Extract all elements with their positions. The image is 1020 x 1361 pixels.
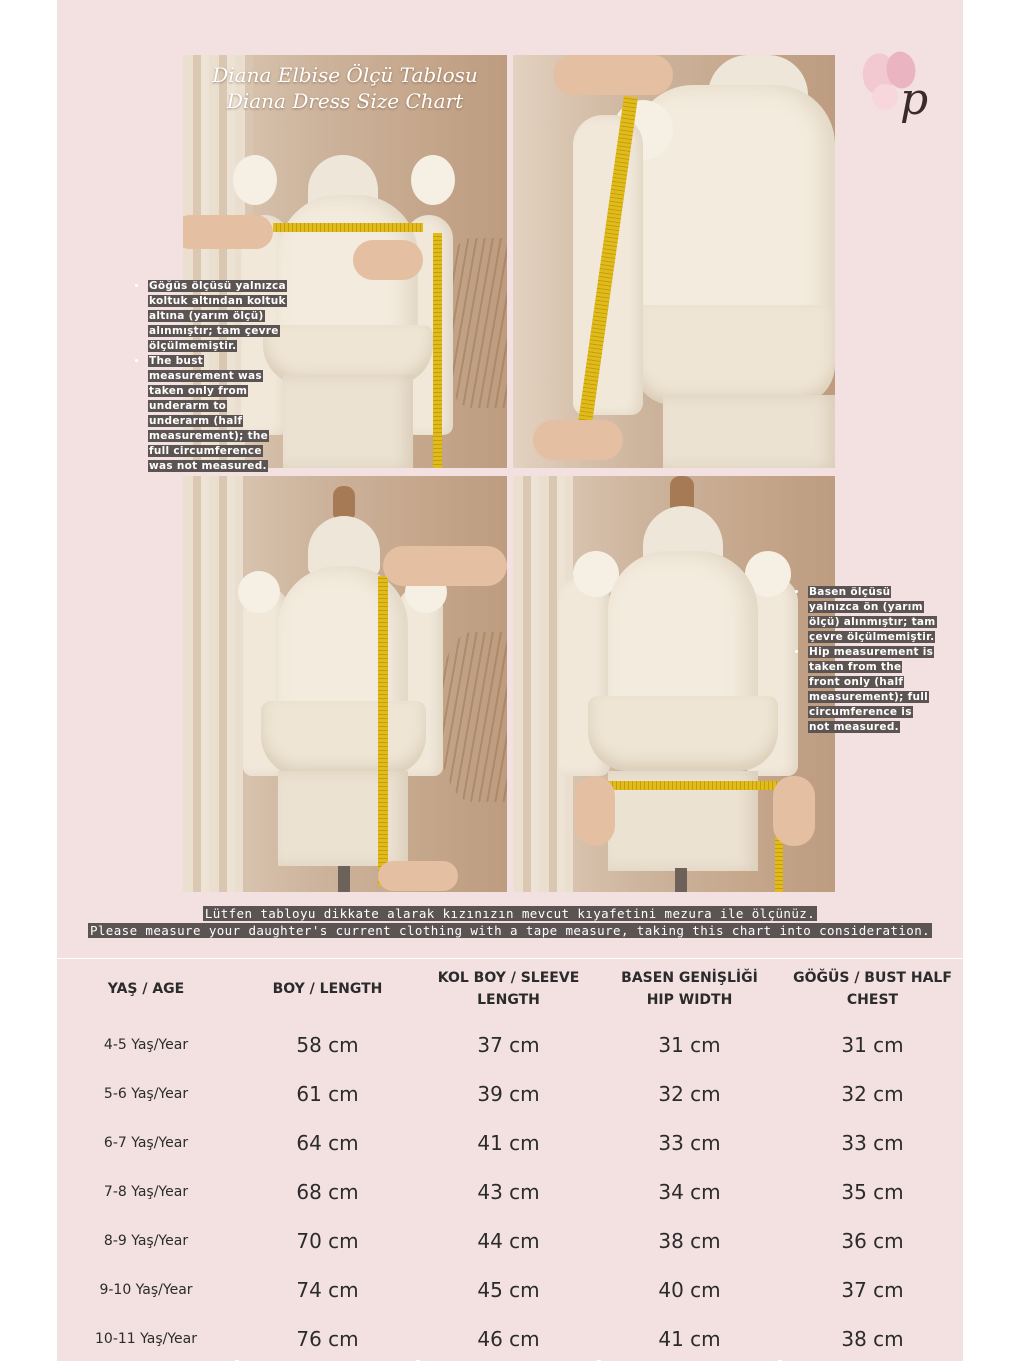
cell-hip: 34 cm [601, 1170, 778, 1214]
cell-hip: 33 cm [601, 1121, 778, 1165]
cell-length: 61 cm [239, 1072, 416, 1116]
table-row [57, 1214, 963, 1263]
header-sleeve-length: KOL BOY / SLEEVE LENGTH [420, 960, 597, 1018]
pampas-grass [437, 632, 507, 802]
cell-length: 76 cm [239, 1317, 416, 1361]
cell-bust: 35 cm [782, 1170, 963, 1214]
cell-sleeve: 43 cm [420, 1170, 597, 1214]
logo-wing [872, 84, 898, 110]
measure-instructions [57, 905, 963, 939]
cell-bust: 36 cm [782, 1219, 963, 1263]
photo-hip-measurement [513, 476, 835, 892]
hand-bottom [378, 861, 458, 891]
header-hip-width: BASEN GENİŞLİĞİ HIP WIDTH [601, 960, 778, 1018]
cell-bust: 38 cm [782, 1317, 963, 1361]
table-divider [57, 958, 963, 959]
tape-measure [273, 223, 423, 232]
butterfly-logo-icon [850, 50, 930, 130]
cell-length: 74 cm [239, 1268, 416, 1312]
tape-measure [593, 781, 778, 790]
logo-letter: p [900, 74, 929, 125]
left-ruffle [238, 571, 280, 613]
peplum [261, 701, 426, 776]
table-body [57, 1018, 963, 1361]
cell-bust: 37 cm [782, 1268, 963, 1312]
chart-title-en: Diana Dress Size Chart [226, 89, 464, 113]
cell-age: 7-8 Yaş/Year [57, 1170, 235, 1214]
hand-left [575, 776, 615, 846]
size-table [57, 960, 963, 1361]
cell-sleeve: 37 cm [420, 1023, 597, 1067]
tape-measure-hanging [433, 233, 442, 468]
hand-top [553, 55, 673, 95]
right-ruffle [411, 155, 455, 205]
hand-left [183, 215, 273, 249]
cell-hip: 41 cm [601, 1317, 778, 1361]
photo-length-measurement [183, 476, 507, 892]
bust-note [136, 279, 286, 474]
hand-right [773, 776, 815, 846]
hip-note-en: • Hip measurement is taken from the front only (half measurement); full circumference is not measured. [808, 645, 936, 735]
cell-bust: 31 cm [782, 1023, 963, 1067]
cell-hip: 31 cm [601, 1023, 778, 1067]
cell-length: 64 cm [239, 1121, 416, 1165]
mannequin-pole [675, 868, 687, 892]
skirt [283, 375, 413, 468]
mannequin-pole [338, 866, 350, 892]
cell-hip: 40 cm [601, 1268, 778, 1312]
cell-hip: 38 cm [601, 1219, 778, 1263]
cell-sleeve: 41 cm [420, 1121, 597, 1165]
cell-length: 58 cm [239, 1023, 416, 1067]
instructions-en: Please measure your daughter's current clothing with a tape measure, taking this chart into consideration. [89, 923, 931, 938]
header-age: YAŞ / AGE [57, 960, 235, 1018]
cell-age: 5-6 Yaş/Year [57, 1072, 235, 1116]
photo-sleeve-measurement [513, 55, 835, 468]
bust-note-en: • The bust measurement was taken only from underarm to underarm (half measurement); the full circumference was not measured. [148, 354, 286, 474]
table-row [57, 1067, 963, 1116]
table-row [57, 1116, 963, 1165]
bust-note-tr: • Göğüs ölçüsü yalnızca koltuk altından koltuk altına (yarım ölçü) alınmıştır; tam çevre ölçülmemiştir. [148, 279, 286, 354]
left-ruffle [233, 155, 277, 205]
chart-title-tr: Diana Elbise Ölçü Tablosu [212, 63, 478, 87]
table-row [57, 1312, 963, 1361]
hip-note-tr: • Basen ölçüsü yalnızca ön (yarım ölçü) alınmıştır; tam çevre ölçülmemiştir. [808, 585, 936, 645]
cell-age: 9-10 Yaş/Year [57, 1268, 235, 1312]
table-header-row [57, 960, 963, 1018]
cell-age: 10-11 Yaş/Year [57, 1317, 235, 1361]
cell-sleeve: 39 cm [420, 1072, 597, 1116]
cell-sleeve: 44 cm [420, 1219, 597, 1263]
skirt [663, 395, 835, 468]
cell-sleeve: 46 cm [420, 1317, 597, 1361]
cell-hip: 32 cm [601, 1072, 778, 1116]
hand-top [383, 546, 507, 586]
table-row [57, 1263, 963, 1312]
hip-note [796, 585, 936, 735]
mannequin-knob [333, 486, 355, 518]
header-bust: GÖĞÜS / BUST HALF CHEST [782, 960, 963, 1018]
hand-right [353, 240, 423, 280]
cell-length: 68 cm [239, 1170, 416, 1214]
mannequin-knob [670, 476, 694, 510]
cell-age: 6-7 Yaş/Year [57, 1121, 235, 1165]
cell-age: 8-9 Yaş/Year [57, 1219, 235, 1263]
instructions-tr: Lütfen tabloyu dikkate alarak kızınızın mevcut kıyafetini mezura ile ölçünüz. [204, 906, 816, 921]
skirt [278, 771, 408, 866]
header-length: BOY / LENGTH [239, 960, 416, 1018]
cell-bust: 33 cm [782, 1121, 963, 1165]
table-row [57, 1165, 963, 1214]
peplum [633, 305, 835, 405]
tape-measure [378, 576, 388, 886]
cell-age: 4-5 Yaş/Year [57, 1023, 235, 1067]
table-row [57, 1018, 963, 1067]
cell-sleeve: 45 cm [420, 1268, 597, 1312]
cell-length: 70 cm [239, 1219, 416, 1263]
cell-bust: 32 cm [782, 1072, 963, 1116]
peplum [588, 696, 778, 771]
curtain [183, 476, 243, 892]
hand-bottom [533, 420, 623, 460]
